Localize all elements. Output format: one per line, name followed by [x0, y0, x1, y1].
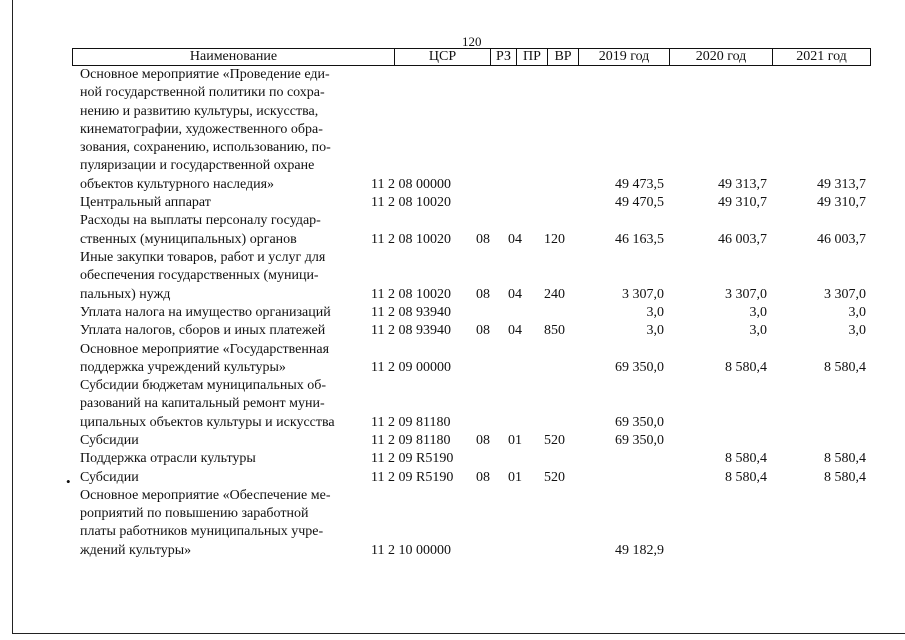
header-csr: ЦСР: [428, 49, 457, 64]
row-name: [80, 487, 370, 560]
table-row: [0, 212, 905, 249]
row-name: [80, 194, 370, 212]
table-row: [0, 249, 905, 304]
table-row: [0, 322, 905, 340]
row-rz: 08: [476, 231, 490, 247]
row-pr: 04: [508, 286, 522, 302]
row-value-2020: 8 580,4: [725, 359, 767, 375]
row-pr: 04: [508, 231, 522, 247]
row-name-line: Субсидии: [80, 469, 139, 485]
row-value-2021: 49 310,7: [817, 195, 866, 211]
row-vr: 850: [544, 323, 565, 339]
header-2019: 2019 год: [598, 49, 650, 64]
row-name-line: пальных) нужд: [80, 286, 171, 302]
row-value-2021: 8 580,4: [824, 469, 866, 485]
row-name: [80, 304, 370, 322]
table-row: [0, 469, 905, 487]
page-number: 120: [462, 34, 482, 49]
row-csr: 11 2 09 R5190: [371, 469, 454, 485]
table-row: [0, 341, 905, 378]
row-name: [80, 66, 370, 194]
row-value-2021: 8 580,4: [824, 451, 866, 467]
row-value-2020: 8 580,4: [725, 451, 767, 467]
row-name-line: Уплата налогов, сборов и иных платежей: [80, 323, 326, 339]
row-name: [80, 249, 370, 304]
row-pr: 04: [508, 323, 522, 339]
row-name: [80, 212, 370, 249]
row-value-2019: 49 182,9: [615, 542, 664, 558]
row-name-line: роприятий по повышению заработной: [80, 506, 309, 522]
table-row: [0, 377, 905, 432]
row-value-2020: 3,0: [749, 323, 767, 339]
row-pr: 01: [508, 469, 522, 485]
row-vr: 520: [544, 433, 565, 448]
row-value-2019: 3 307,0: [622, 286, 664, 302]
table-row: [0, 487, 905, 560]
header-pr: ПР: [523, 49, 541, 64]
row-pr: 01: [508, 433, 522, 448]
row-value-2021: 46 003,7: [817, 231, 866, 247]
row-value-2019: 3,0: [646, 323, 664, 339]
row-csr: 11 2 08 10020: [371, 286, 451, 302]
row-csr: 11 2 08 10020: [371, 231, 451, 247]
row-rz: 08: [476, 433, 490, 448]
row-name-line: Основное мероприятие «Обеспечение ме-: [80, 487, 331, 503]
row-csr: 11 2 08 93940: [371, 304, 451, 320]
row-rz: 08: [476, 469, 490, 485]
row-csr: 11 2 09 81180: [371, 433, 451, 448]
row-name-line: Центральный аппарат: [80, 195, 211, 211]
row-name-line: ственных (муниципальных) органов: [80, 231, 297, 247]
row-value-2021: 3,0: [848, 304, 866, 320]
row-name-line: Субсидии бюджетам муниципальных об-: [80, 378, 327, 394]
row-value-2019: 69 350,0: [615, 359, 664, 375]
row-vr: 120: [544, 231, 565, 247]
row-name: [80, 432, 370, 450]
header-vr: ВР: [554, 49, 572, 64]
row-name-line: поддержка учреждений культуры»: [80, 359, 286, 375]
row-value-2020: 8 580,4: [725, 469, 767, 485]
row-name-line: Поддержка отрасли культуры: [80, 451, 256, 467]
row-value-2021: 3,0: [848, 323, 866, 339]
row-value-2020: 49 310,7: [718, 195, 767, 211]
row-value-2019: 49 470,5: [615, 195, 664, 211]
row-vr: 520: [544, 469, 565, 485]
row-name-line: ждений культуры»: [80, 542, 192, 558]
row-name-line: платы работников муниципальных учре-: [80, 524, 324, 540]
row-name-line: кинематографии, художественного обра-: [80, 121, 323, 137]
table-row: [0, 432, 905, 450]
row-value-2019: 49 473,5: [615, 176, 664, 192]
row-value-2020: 49 313,7: [718, 176, 767, 192]
row-csr: 11 2 08 93940: [371, 323, 451, 339]
header-2020: 2020 год: [695, 49, 747, 64]
row-name-line: Расходы на выплаты персоналу государ-: [80, 213, 321, 229]
row-value-2021: 8 580,4: [824, 359, 866, 375]
table-row: [0, 194, 905, 212]
row-name-line: Основное мероприятие «Проведение еди-: [80, 67, 330, 82]
row-csr: 11 2 08 00000: [371, 176, 451, 192]
row-name-line: обеспечения государственных (муници-: [80, 268, 319, 284]
row-name-line: Субсидии: [80, 433, 139, 448]
row-name: [80, 450, 370, 468]
row-name-line: нению и развитию культуры, искусства,: [80, 103, 319, 119]
row-name-line: Уплата налога на имущество организаций: [80, 304, 331, 320]
row-name: [80, 341, 370, 378]
row-name: [80, 377, 370, 432]
row-csr: 11 2 09 81180: [371, 414, 451, 430]
table-row: [0, 450, 905, 468]
row-name: [80, 322, 370, 340]
row-csr: 11 2 09 00000: [371, 359, 451, 375]
row-value-2019: 69 350,0: [615, 433, 664, 448]
header-name: Наименование: [189, 49, 278, 64]
header-rz: РЗ: [496, 49, 511, 64]
row-csr: 11 2 08 10020: [371, 195, 451, 211]
row-value-2019: 3,0: [646, 304, 664, 320]
row-name-line: Иные закупки товаров, работ и услуг для: [80, 250, 326, 265]
row-vr: 240: [544, 286, 565, 302]
row-rz: 08: [476, 323, 490, 339]
row-name-line: ципальных объектов культуры и искусства: [80, 414, 335, 430]
row-value-2021: 3 307,0: [824, 286, 866, 302]
row-value-2021: 49 313,7: [817, 176, 866, 192]
row-name-line: объектов культурного наследия»: [80, 176, 275, 192]
table-row: [0, 304, 905, 322]
scan-bottom-border: [12, 633, 905, 634]
margin-bullet-mark: •: [66, 474, 71, 489]
row-name-line: ной государственной политики по сохра-: [80, 85, 325, 101]
row-value-2020: 3 307,0: [725, 286, 767, 302]
row-name-line: Основное мероприятие «Государственная: [80, 341, 330, 357]
row-value-2019: 69 350,0: [615, 414, 664, 430]
row-name-line: пуляризации и государственной охране: [80, 158, 315, 174]
row-name: [80, 469, 370, 487]
table-row: [0, 66, 905, 194]
row-name-line: разований на капитальный ремонт муни-: [80, 396, 325, 412]
row-csr: 11 2 10 00000: [371, 542, 451, 558]
row-value-2020: 46 003,7: [718, 231, 767, 247]
header-2021: 2021 год: [796, 49, 847, 64]
row-value-2019: 46 163,5: [615, 231, 664, 247]
table-header: [72, 48, 871, 66]
row-csr: 11 2 09 R5190: [371, 451, 454, 467]
row-rz: 08: [476, 286, 490, 302]
row-value-2020: 3,0: [749, 304, 767, 320]
row-name-line: зования, сохранению, использованию, по-: [80, 140, 331, 156]
